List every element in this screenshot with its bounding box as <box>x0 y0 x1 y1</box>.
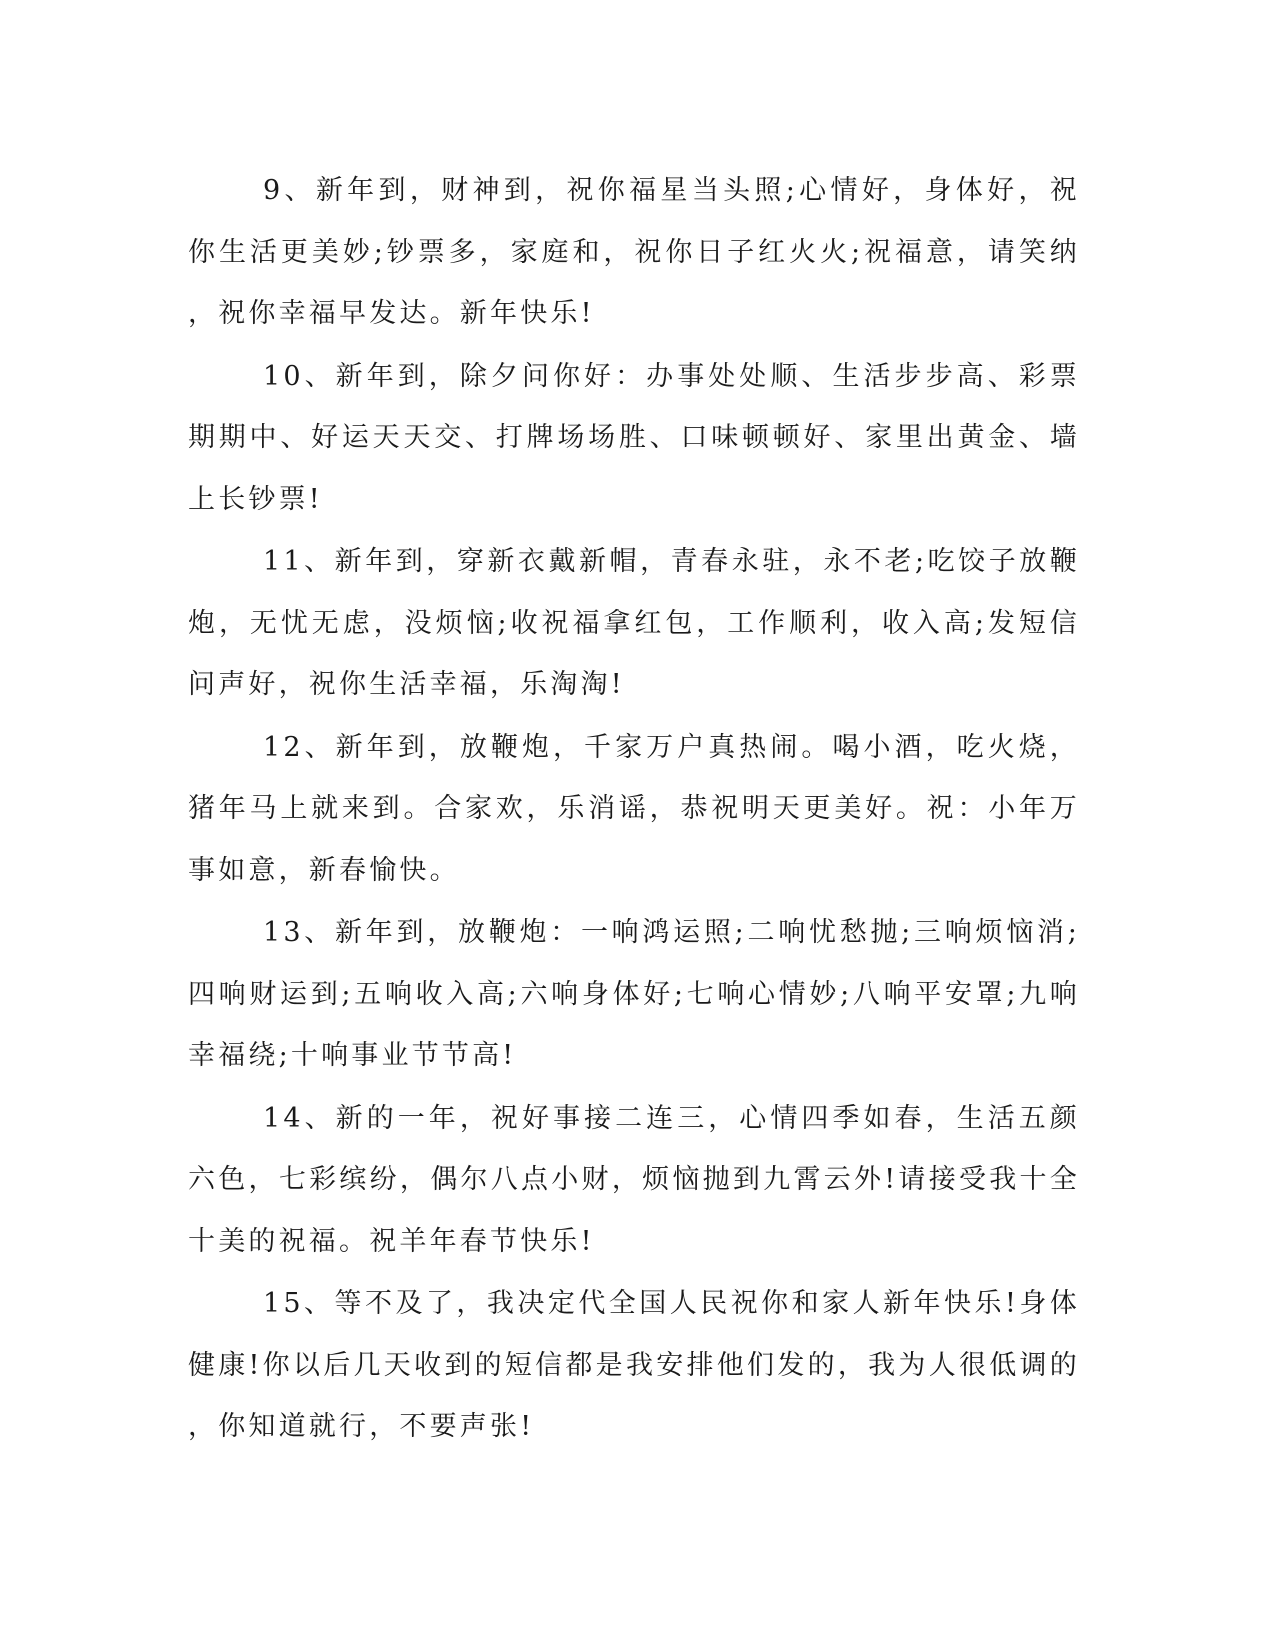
greeting-paragraph-13: 13、新年到，放鞭炮：一响鸿运照;二响忧愁抛;三响烦恼消;四响财运到;五响收入高;六响身体好;七响心情妙;八响平安罩;九响幸福绕;十响事业节节高! <box>188 917 1080 1071</box>
greeting-paragraph-14: 14、新的一年，祝好事接二连三，心情四季如春，生活五颜六色，七彩缤纷，偶尔八点小财，烦恼抛到九霄云外!请接受我十全十美的祝福。祝羊年春节快乐! <box>188 1102 1080 1257</box>
greeting-paragraph-12: 12、新年到，放鞭炮，千家万户真热闹。喝小酒，吃火烧，猪年马上就来到。合家欢，乐消谣，恭祝明天更美好。祝：小年万事如意，新春愉快。 <box>188 731 1080 886</box>
greeting-paragraph-11: 11、新年到，穿新衣戴新帽，青春永驻，永不老;吃饺子放鞭炮，无忧无虑，没烦恼;收祝福拿红包，工作顺利，收入高;发短信问声好，祝你生活幸福，乐淘淘! <box>188 546 1080 700</box>
greeting-paragraph-10: 10、新年到，除夕问你好：办事处处顺、生活步步高、彩票期期中、好运天天交、打牌场场胜、口味顿顿好、家里出黄金、墙上长钞票! <box>188 360 1080 515</box>
greeting-paragraph-9: 9、新年到，财神到，祝你福星当头照;心情好，身体好，祝你生活更美妙;钞票多，家庭和，祝你日子红火火;祝福意，请笑纳，祝你幸福早发达。新年快乐! <box>188 175 1080 329</box>
greeting-paragraph-15: 15、等不及了，我决定代全国人民祝你和家人新年快乐!身体健康!你以后几天收到的短信都是我安排他们发的，我为人很低调的，你知道就行，不要声张! <box>188 1288 1080 1442</box>
document-body <box>188 160 1080 1459</box>
